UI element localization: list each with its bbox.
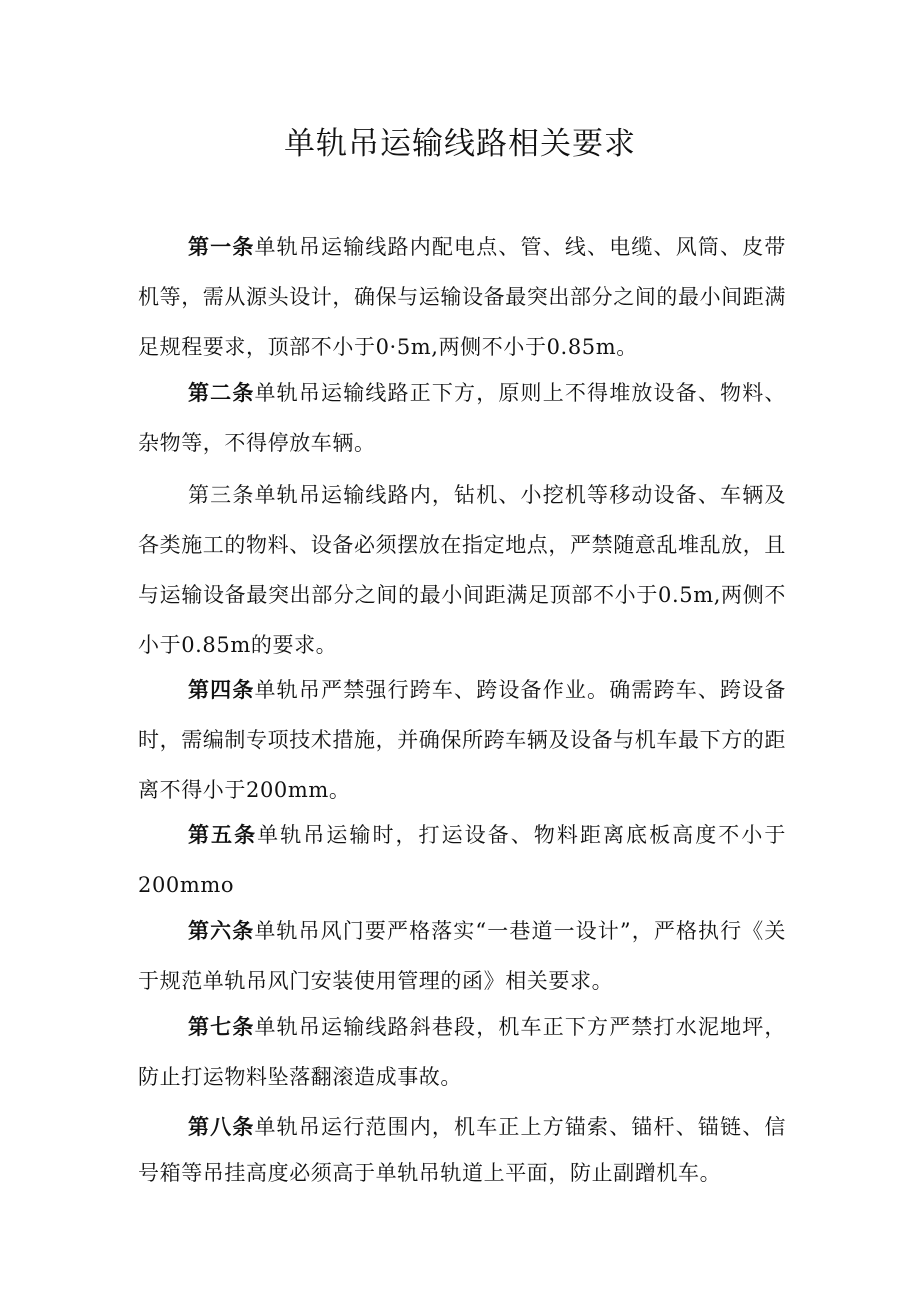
article-5 bbox=[138, 810, 786, 910]
article-2 bbox=[138, 368, 786, 468]
article-6-text: 单轨吊风门要严格落实“一巷道一设计”，严格执行《关于规范单轨吊风门安装使用管理的函》相关要求。 bbox=[138, 919, 786, 993]
article-4-text: 单轨吊严禁强行跨车、跨设备作业。确需跨车、跨设备时，需编制专项技术措施，并确保所跨车辆及设备与机车最下方的距离不得小于200mm。 bbox=[138, 678, 786, 802]
article-6-heading: 第六条 bbox=[188, 919, 255, 943]
article-8-text: 单轨吊运行范围内，机车正上方锚索、锚杆、锚链、信号箱等吊挂高度必须高于单轨吊轨道上平面，防止副蹭机车。 bbox=[138, 1115, 786, 1185]
article-5-text: 单轨吊运输时，打运设备、物料距离底板高度不小于200mmo bbox=[138, 823, 786, 897]
article-3 bbox=[138, 470, 786, 670]
article-5-heading: 第五条 bbox=[188, 823, 258, 847]
article-4-heading: 第四条 bbox=[188, 678, 255, 702]
page-title: 单轨吊运输线路相关要求 bbox=[284, 126, 636, 162]
article-1-text: 单轨吊运输线路内配电点、管、线、电缆、风筒、皮带机等，需从源头设计，确保与运输设备最突出部分之间的最小间距满足规程要求，顶部不小于0·5m,两侧不小于0.85m。 bbox=[138, 235, 786, 359]
article-4 bbox=[138, 665, 786, 815]
article-7 bbox=[138, 1002, 786, 1102]
article-7-text: 单轨吊运输线路斜巷段，机车正下方严禁打水泥地坪，防止打运物料坠落翻滚造成事故。 bbox=[138, 1015, 786, 1089]
article-1-heading: 第一条 bbox=[188, 235, 255, 259]
article-6 bbox=[138, 906, 786, 1006]
article-7-heading: 第七条 bbox=[188, 1015, 255, 1039]
article-8 bbox=[138, 1104, 786, 1196]
article-8-heading: 第八条 bbox=[188, 1115, 255, 1139]
article-1 bbox=[138, 222, 786, 372]
article-2-text: 单轨吊运输线路正下方，原则上不得堆放设备、物料、杂物等，不得停放车辆。 bbox=[138, 381, 786, 455]
article-3-text: 单轨吊运输线路内，钻机、小挖机等移动设备、车辆及各类施工的物料、设备必须摆放在指定地点，严禁随意乱堆乱放，且与运输设备最突出部分之间的最小间距满足顶部不小于0.5m,两侧不小于0.85m的要求。 bbox=[138, 483, 786, 657]
article-2-heading: 第二条 bbox=[188, 381, 255, 405]
article-3-heading: 第三条 bbox=[188, 483, 255, 507]
